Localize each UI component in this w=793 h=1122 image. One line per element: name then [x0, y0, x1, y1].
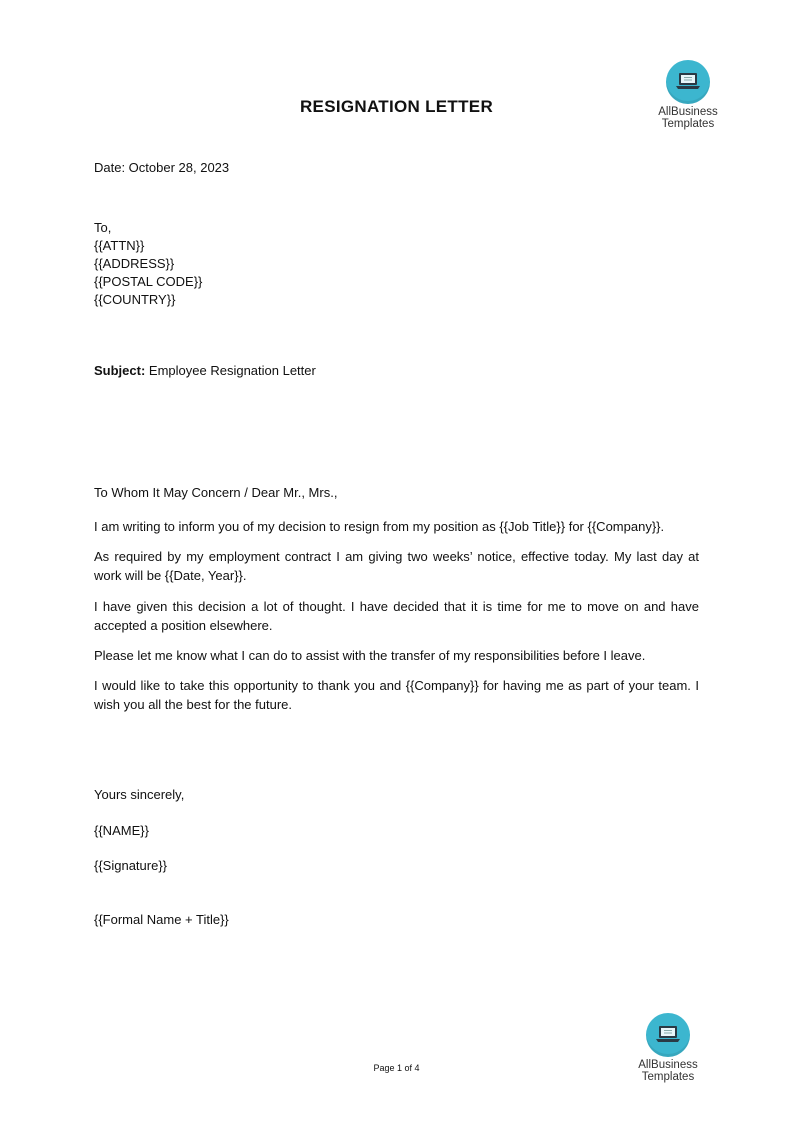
- header-logo: [648, 60, 728, 130]
- recipient-attn: {{ATTN}}: [94, 238, 145, 253]
- salutation: To Whom It May Concern / Dear Mr., Mrs.,: [94, 485, 338, 500]
- subject-label: Subject:: [94, 363, 146, 378]
- paragraph-1: I am writing to inform you of my decision to resign from my position as {{Job Title}} for {{Company}}.: [94, 519, 665, 534]
- recipient-address: {{ADDRESS}}: [94, 256, 175, 271]
- paragraph-4: Please let me know what I can do to assist with the transfer of my responsibilities before I leave.: [94, 648, 646, 663]
- paragraph-5: I would like to take this opportunity to thank you and {{Company}} for having me as part of your team. I wish you all the best for the future.: [94, 678, 699, 712]
- formal-name-placeholder: {{Formal Name + Title}}: [94, 912, 229, 927]
- recipient-postal-code: {{POSTAL CODE}}: [94, 274, 203, 289]
- logo-line-1: AllBusiness: [638, 1059, 698, 1071]
- paragraph-2: As required by my employment contract I am giving two weeks’ notice, effective today. My last day at work will be {{Date, Year}}.: [94, 549, 699, 583]
- name-placeholder: {{NAME}}: [94, 823, 149, 838]
- page-number: Page 1 of 4: [373, 1063, 420, 1073]
- logo-line-2: Templates: [641, 1071, 695, 1083]
- subject-text: Employee Resignation Letter: [145, 363, 316, 378]
- document-title: RESIGNATION LETTER: [299, 97, 494, 116]
- recipient-country: {{COUNTRY}}: [94, 292, 176, 307]
- logo-text: [658, 106, 717, 130]
- logo-line-1: AllBusiness: [658, 106, 718, 118]
- signature-placeholder: {{Signature}}: [94, 858, 168, 873]
- recipient-to: To,: [94, 220, 112, 235]
- laptop-icon: [646, 1013, 690, 1057]
- date-line: Date: October 28, 2023: [94, 160, 230, 175]
- laptop-icon: [666, 60, 710, 104]
- closing: Yours sincerely,: [94, 787, 185, 802]
- paragraph-3: I have given this decision a lot of thought. I have decided that it is time for me to move on and have accepted a position elsewhere.: [94, 599, 699, 633]
- logo-line-2: Templates: [661, 118, 715, 130]
- subject-line: [94, 362, 699, 381]
